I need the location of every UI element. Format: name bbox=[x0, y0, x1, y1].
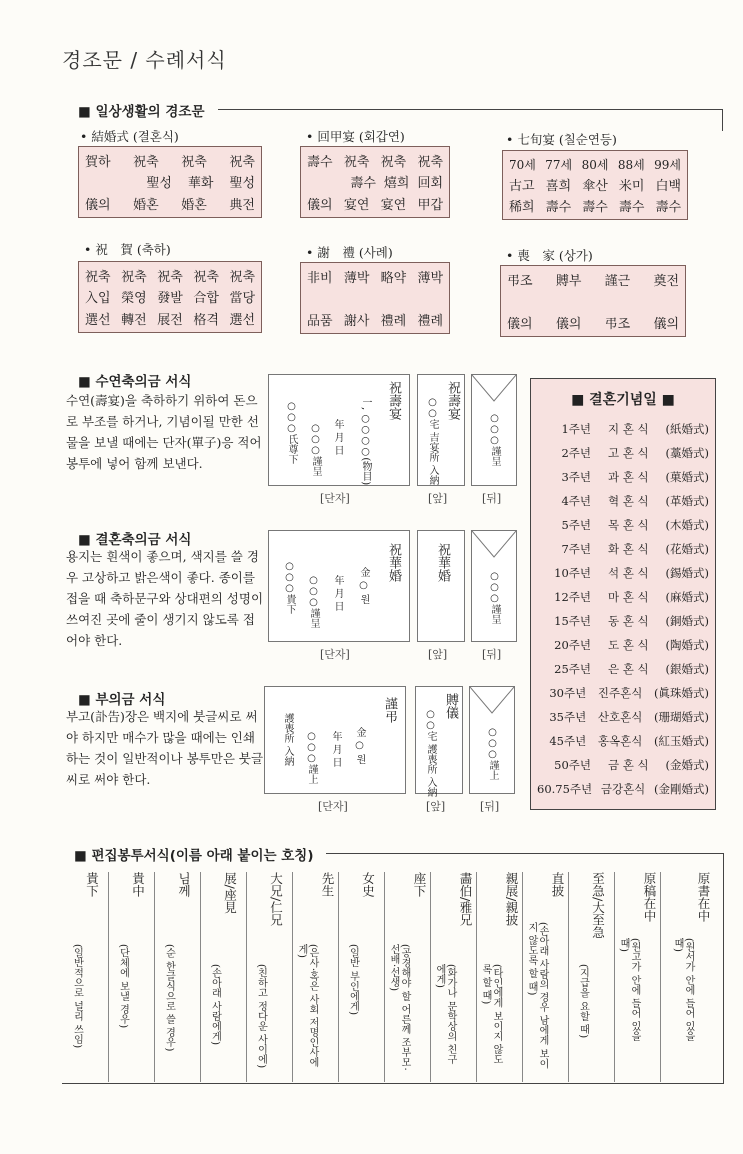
honorific-column: (친하고 정다운 사이에) 大兄/仁兄 bbox=[255, 872, 284, 1069]
anniversary-row: 4주년 혁 혼 식 (革婚式) bbox=[561, 494, 709, 508]
caption-back: [뒤] bbox=[482, 648, 502, 661]
caption-front: [앞] bbox=[428, 492, 448, 505]
bottom-rule bbox=[62, 1083, 724, 1084]
anniversary-row: 20주년 도 혼 식 (陶婚式) bbox=[554, 638, 709, 652]
section-rule bbox=[326, 853, 724, 854]
honorific-column: (손아래 사람의 경우 남에게 보이지 않도록 할 때) 直披 bbox=[526, 872, 565, 1069]
caption-front: [앞] bbox=[426, 800, 446, 813]
phrase-box-funeral: 弔조 賻부 謹근 奠전 儀의 儀의 弔조 儀의 bbox=[500, 265, 686, 337]
anniversary-panel bbox=[530, 378, 716, 810]
category-label-congrats: • 祝 賀 (축하) bbox=[84, 242, 171, 257]
section-rule bbox=[218, 109, 723, 110]
phrase-box-wedding: 賀하 祝축 祝축 祝축 聖성 華화 聖성 儀의 婚혼 婚혼 典전 bbox=[78, 146, 262, 218]
honorific-column: (일반 부인에게) 女史 bbox=[347, 872, 376, 1015]
anniversary-row: 7주년 화 혼 식 (花婚式) bbox=[561, 542, 709, 556]
page-title: 경조문 / 수례서식 bbox=[62, 48, 227, 72]
honorific-column: (은사·혹은 사회 저명인사에게) 先生 bbox=[296, 872, 335, 1068]
envelope-front-marriage: 祝華婚 bbox=[417, 530, 465, 642]
marriage-heading: ■ 결혼축의금 서식 bbox=[78, 532, 192, 548]
category-label-hwangap: • 回甲宴 (회갑연) bbox=[306, 129, 405, 144]
category-label-wedding: • 結婚式 (결혼식) bbox=[80, 129, 179, 144]
category-label-thanks: • 謝 禮 (사례) bbox=[306, 245, 393, 260]
honorific-column: (타인에게 보이지 않도록 할 때) 親展/親披 bbox=[480, 872, 519, 1065]
phrase-box-thanks: 非비 薄박 略약 薄박 品품 謝사 禮례 禮례 bbox=[300, 262, 450, 334]
caption-front: [앞] bbox=[428, 648, 448, 661]
envelope-front-condolence: 賻儀 ○○宅 護喪所 入納 bbox=[415, 686, 463, 794]
anniversary-row: 2주년 고 혼 식 (藁婚式) bbox=[561, 446, 709, 460]
envelope-section-heading: ■ 편집봉투서식(이름 아래 붙이는 호칭) bbox=[74, 848, 314, 864]
condolence-heading: ■ 부의금 서식 bbox=[78, 692, 166, 708]
anniversary-row: 50주년 금 혼 식 (金婚式) bbox=[554, 758, 709, 772]
anniversary-title: ■ 결혼기념일 ■ bbox=[571, 392, 675, 408]
envelope-danja-suyeon: 祝壽宴 一, ○○○○(物目) 年 月 日 ○○○謹呈 ○○○氏尊下 bbox=[268, 374, 410, 486]
honorific-column: (공경해야 할 어른께 조부모·선배·선생) 座下 bbox=[388, 872, 427, 1071]
caption-danja: [단자] bbox=[320, 648, 350, 661]
honorific-column: (순 한글식으로 쓸 경우) 님께 bbox=[163, 872, 192, 1052]
anniversary-row: 60.75주년 금강혼식 (金剛婚式) bbox=[537, 782, 709, 796]
envelope-back-marriage: ○○○謹呈 bbox=[471, 530, 517, 642]
honorific-column: (원서가 안에 들어 있을 때) 原書在中 bbox=[672, 872, 711, 1042]
anniversary-row: 1주년 지 혼 식 (紙婚式) bbox=[561, 422, 709, 436]
envelope-danja-condolence: 謹弔 金 ○ 원 年 月 日 ○○○謹上 護喪所 入納 bbox=[264, 686, 406, 794]
envelope-front-suyeon: 祝壽宴 ○○宅 吉宴所 入納 bbox=[417, 374, 465, 486]
anniversary-row: 30주년 진주혼식 (眞珠婚式) bbox=[549, 686, 709, 700]
envelope-back-condolence: ○○○謹上 bbox=[469, 686, 515, 794]
category-label-funeral: • 喪 家 (상가) bbox=[506, 248, 593, 263]
suyeon-heading: ■ 수연축의금 서식 bbox=[78, 374, 192, 390]
anniversary-row: 10주년 석 혼 식 (錫婚式) bbox=[554, 566, 709, 580]
anniversary-row: 45주년 홍옥혼식 (紅玉婚式) bbox=[549, 734, 709, 748]
caption-back: [뒤] bbox=[480, 800, 500, 813]
caption-danja: [단자] bbox=[318, 800, 348, 813]
section-heading-daily: ■ 일상생활의 경조문 bbox=[78, 104, 205, 120]
suyeon-text: 수연(壽宴)을 축하하기 위하여 돈으로 부조를 하거나, 기념이될 만한 선물을 보낼 때에는 단자(單子)응 적어 봉투에 넣어 함께 보낸다. bbox=[66, 393, 262, 471]
phrase-box-chilsun: 70세 77세 80세 88세 99세 古고 喜희 傘산 米미 白백 稀희 壽수 壽수 壽수 壽수 bbox=[502, 150, 688, 220]
section-rule-end bbox=[722, 109, 723, 131]
honorific-column: (지급을 요할 때) 至急/大至急 bbox=[577, 872, 606, 1039]
caption-danja: [단자] bbox=[320, 492, 350, 505]
section-rule-end bbox=[723, 853, 724, 1083]
caption-back: [뒤] bbox=[482, 492, 502, 505]
phrase-box-hwangap: 壽수 祝축 祝축 祝축 壽수 熺희 回회 儀의 宴연 宴연 甲갑 bbox=[300, 146, 450, 218]
honorific-column: (화가나 문학상의 친구에게) 畵伯/雅兄 bbox=[434, 872, 473, 1065]
anniversary-row: 15주년 동 혼 식 (銅婚式) bbox=[554, 614, 709, 628]
marriage-text: 용지는 흰색이 좋으며, 색지를 쓸 경우 고상하고 밝은색이 좋다. 종이를 접을 때 축하문구와 상대편의 성명이 쓰여진 곳에 줄이 생기지 않도록 접어야 한다. bbox=[66, 549, 264, 648]
honorific-column: (손아래 사람에게) 展/座見 bbox=[209, 872, 238, 1045]
anniversary-row: 5주년 목 혼 식 (木婚式) bbox=[561, 518, 709, 532]
honorific-column: (원고가 안에 들어 있을 때) 原稿在中 bbox=[618, 872, 657, 1042]
anniversary-row: 12주년 마 혼 식 (麻婚式) bbox=[554, 590, 709, 604]
envelope-back-suyeon: ○○○謹呈 bbox=[471, 374, 517, 486]
envelope-danja-marriage: 祝華婚 金 ○ 원 年 月 日 ○○○謹呈 ○○○貴下 bbox=[268, 530, 410, 642]
anniversary-row: 3주년 과 혼 식 (菓婚式) bbox=[561, 470, 709, 484]
category-label-chilsun: • 七旬宴 (칠순연등) bbox=[506, 132, 617, 147]
condolence-text: 부고(訃告)장은 백지에 붓글씨로 써야 하지만 매수가 많을 때에는 인쇄하는 것이 일반적이나 봉투만은 붓글씨로 써야 한다. bbox=[66, 709, 264, 787]
phrase-box-congrats: 祝축 祝축 祝축 祝축 祝축 入입 榮영 發발 合합 當당 選선 轉전 展전 格격 選선 bbox=[78, 261, 262, 333]
honorific-column: (단체에 보낼 경우) 貴中 bbox=[117, 872, 146, 1029]
anniversary-row: 35주년 산호혼식 (珊瑚婚式) bbox=[549, 710, 709, 724]
anniversary-row: 25주년 은 혼 식 (銀婚式) bbox=[554, 662, 709, 676]
honorific-column: (일반적으로 널리 쓰임) 貴下 bbox=[71, 872, 100, 1049]
